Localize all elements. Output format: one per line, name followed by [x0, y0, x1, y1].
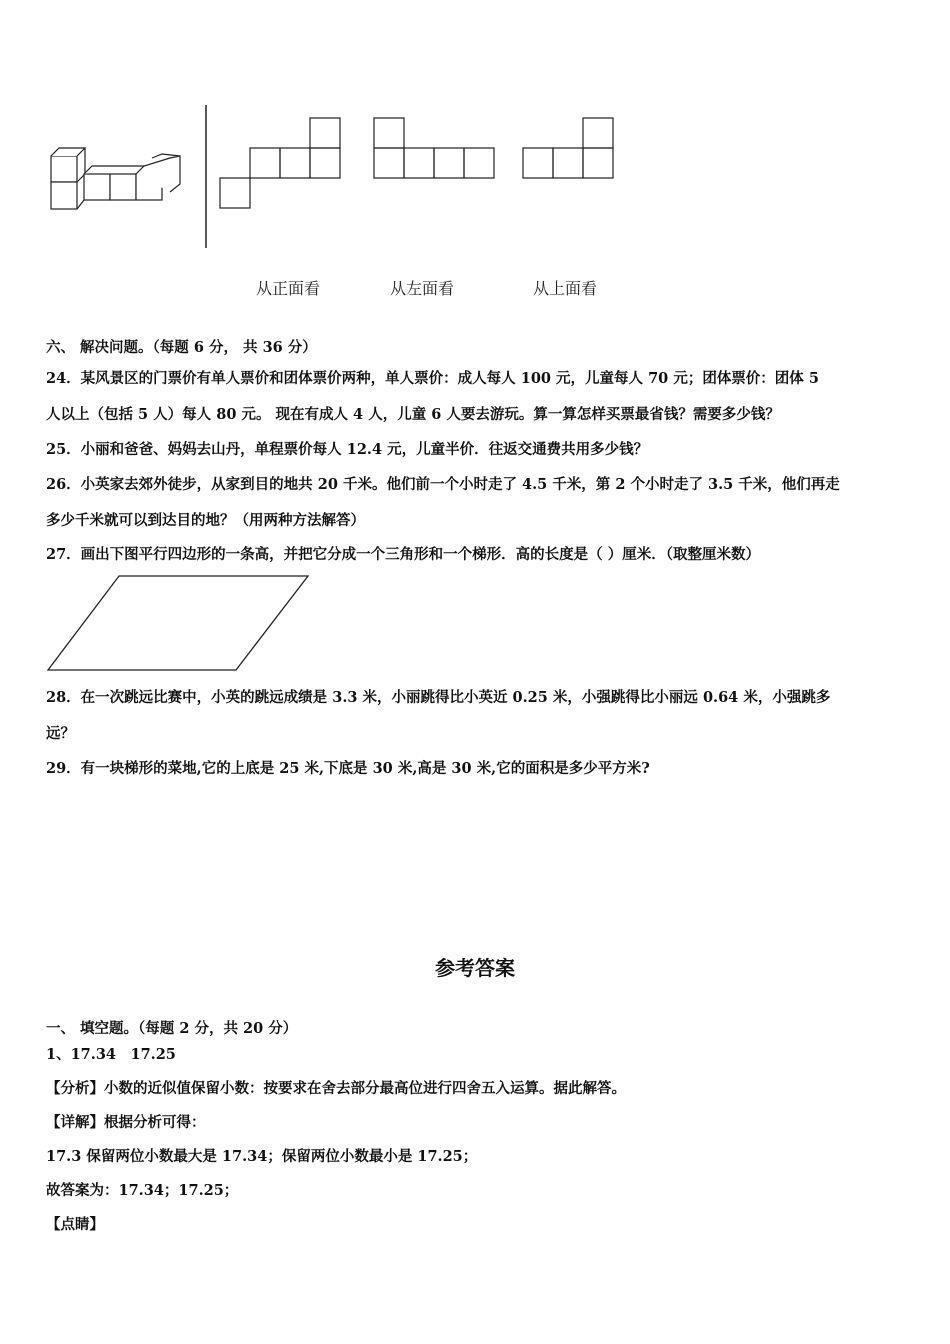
q26-line2: 多少千米就可以到达目的地？（用两种方法解答） — [46, 512, 365, 529]
left-view-grid — [374, 118, 494, 178]
q24-line1: 24．某风景区的门票价有单人票价和团体票价两种，单人票价：成人每人 100 元，儿童每人 70 元；团体票价：团体 5 — [46, 370, 819, 387]
q28-line1: 28．在一次跳远比赛中，小英的跳远成绩是 3.3 米，小丽跳得比小英近 0.25 米，小强跳得比小丽远 0.64 米，小强跳多 — [46, 689, 831, 706]
answer-detail-label: 【详解】根据分析可得： — [46, 1114, 206, 1131]
solid-sketch — [51, 148, 180, 209]
front-view-grid — [220, 118, 340, 208]
answer-1: 1、17.34 17.25 — [46, 1046, 176, 1063]
q24-line2: 人以上（包括 5 人）每人 80 元。 现在有成人 4 人，儿童 6 人要去游玩。算一算怎样买票最省钱？需要多少钱？ — [46, 406, 780, 423]
top-view-label: 从上面看 — [533, 279, 598, 298]
answer-detail-line: 17.3 保留两位小数最大是 17.34；保留两位小数最小是 17.25； — [46, 1148, 478, 1165]
left-view-label: 从左面看 — [390, 279, 455, 298]
answers-title: 参考答案 — [435, 956, 515, 980]
q29: 29．有一块梯形的菜地,它的上底是 25 米,下底是 30 米,高是 30 米,它的面积是多少平方米? — [46, 760, 650, 777]
answer-comment-label: 【点睛】 — [46, 1216, 104, 1233]
q27: 27．画出下图平行四边形的一条高，并把它分成一个三角形和一个梯形．高的长度是（ ）厘米．（取整厘米数） — [46, 546, 760, 563]
top-view-grid — [523, 118, 613, 178]
answer-conclusion: 故答案为：17.34；17.25； — [46, 1182, 239, 1199]
parallelogram-figure — [44, 572, 312, 674]
answer-analysis: 【分析】小数的近似值保留小数：按要求在舍去部分最高位进行四舍五入运算。据此解答。 — [46, 1080, 626, 1097]
front-view-label: 从正面看 — [256, 279, 321, 298]
three-view-figure — [40, 100, 640, 250]
section6-heading: 六、 解决问题。（每题 6 分， 共 36 分） — [46, 339, 317, 356]
q26-line1: 26．小英家去郊外徒步，从家到目的地共 20 千米。他们前一个小时走了 4.5 千米，第 2 个小时走了 3.5 千米，他们再走 — [46, 476, 840, 493]
answers-section1-heading: 一、 填空题。（每题 2 分，共 20 分） — [46, 1020, 298, 1037]
parallelogram — [48, 576, 308, 670]
q25: 25．小丽和爸爸、妈妈去山丹，单程票价每人 12.4 元，儿童半价．往返交通费共用多少钱？ — [46, 441, 649, 458]
q28-line2: 远？ — [46, 725, 75, 742]
